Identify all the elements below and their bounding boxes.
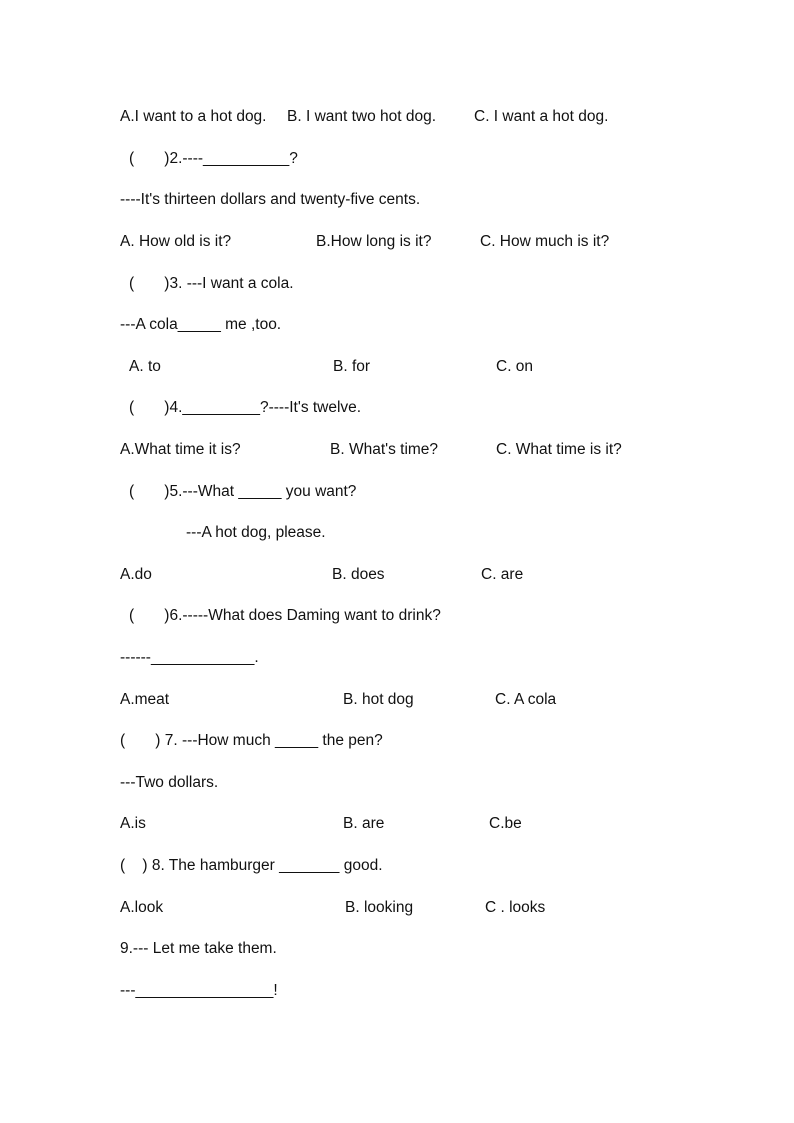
q3-option-b: B. for: [333, 358, 371, 375]
q5-answer-line: ---A hot dog, please.: [186, 524, 326, 541]
q7-option-b: B. are: [343, 815, 385, 832]
q3-option-c: C. on: [496, 358, 534, 375]
q5-option-a: A.do: [120, 566, 152, 583]
q1-option-c: C. I want a hot dog.: [474, 108, 609, 125]
q6-answer-line: ------____________.: [120, 649, 259, 666]
q4-option-a: A.What time it is?: [120, 441, 241, 458]
q4-option-b: B. What's time?: [330, 441, 439, 458]
q3-answer-line: ---A cola_____ me ,too.: [120, 316, 282, 333]
q4-option-c: C. What time is it?: [496, 441, 622, 458]
q2-option-a: A. How old is it?: [120, 233, 232, 250]
q3-option-a: A. to: [129, 358, 161, 375]
q8-option-a: A.look: [120, 899, 164, 916]
q7-option-c: C.be: [489, 815, 522, 832]
q9-stem: 9.--- Let me take them.: [120, 940, 277, 957]
q8-option-b: B. looking: [345, 899, 414, 916]
q8-stem: ( ) 8. The hamburger _______ good.: [120, 857, 383, 874]
q8-option-c: C . looks: [485, 899, 546, 916]
q4-stem: ( )4._________?----It's twelve.: [129, 399, 362, 416]
q6-option-a: A.meat: [120, 691, 170, 708]
q9-answer-line: ---________________!: [120, 982, 278, 999]
q1-option-a: A.I want to a hot dog.: [120, 108, 267, 125]
q7-option-a: A.is: [120, 815, 146, 832]
q1-option-b: B. I want two hot dog.: [287, 108, 437, 125]
q5-stem: ( )5.---What _____ you want?: [129, 483, 357, 500]
q6-option-c: C. A cola: [495, 691, 557, 708]
q5-option-c: C. are: [481, 566, 524, 583]
q5-option-b: B. does: [332, 566, 385, 583]
q2-answer-line: ----It's thirteen dollars and twenty-five cents.: [120, 191, 421, 208]
q2-option-b: B.How long is it?: [316, 233, 432, 250]
q3-stem: ( )3. ---I want a cola.: [129, 275, 294, 292]
q7-answer-line: ---Two dollars.: [120, 774, 219, 791]
q2-stem: ( )2.----__________?: [129, 150, 298, 167]
q6-option-b: B. hot dog: [343, 691, 414, 708]
q7-stem: ( ) 7. ---How much _____ the pen?: [120, 732, 383, 749]
q2-option-c: C. How much is it?: [480, 233, 610, 250]
q6-stem: ( )6.-----What does Daming want to drink?: [129, 607, 441, 624]
